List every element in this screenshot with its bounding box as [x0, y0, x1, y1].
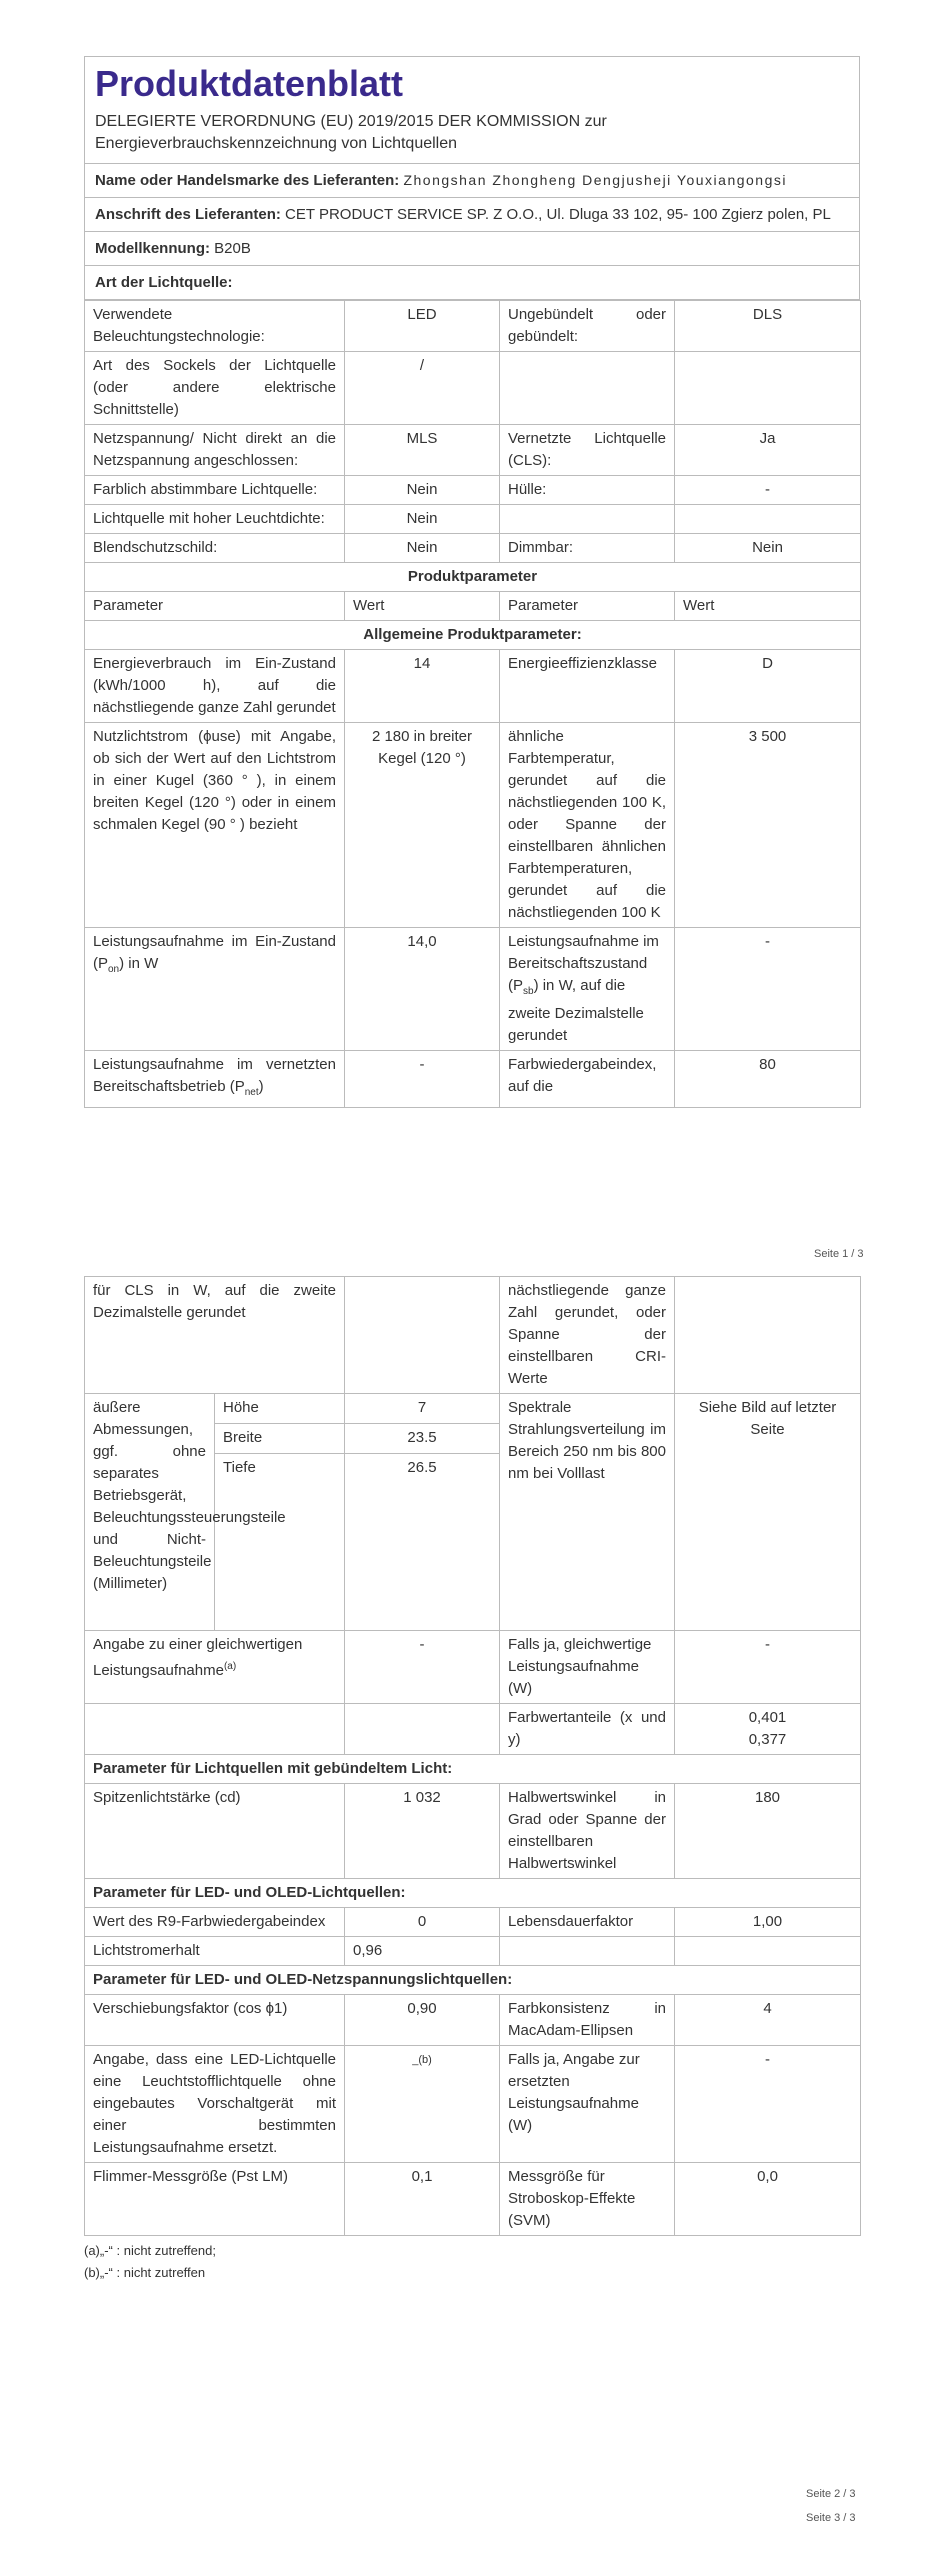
consistency-value: 4 [675, 1995, 861, 2046]
light-type-row [85, 301, 861, 352]
r9-value: 0 [345, 1908, 500, 1937]
datasheet-page2 [84, 1276, 860, 2284]
supplier-name-label: Name oder Handelsmarke des Lieferanten: [95, 172, 400, 189]
dim-name-0: Höhe [215, 1394, 345, 1424]
cri-cont-empty [675, 1277, 861, 1394]
light-type-value-2: - [675, 476, 861, 505]
params-header-row [85, 592, 861, 621]
equivalent-ifyes-value: - [675, 1631, 861, 1704]
pon-sub: on [108, 964, 120, 975]
light-type-label: Netzspannung/ Nicht direkt an die Netzspannung angeschlossen: [85, 425, 345, 476]
cct-label: ähnliche Farbtemperatur, gerundet auf die nächstliegenden 100 K, oder Spanne der einstellbaren ähnlichen Farbtemperaturen, gerundet auf die nächstliegenden 100 K [500, 723, 675, 928]
supplier-name-row [85, 163, 859, 197]
equivalent-label [85, 1631, 345, 1704]
directional-section-row [85, 1755, 861, 1784]
chroma-label: Farbwertanteile (x und y) [500, 1704, 675, 1755]
flux-row [85, 723, 861, 928]
spectral-label: Spektrale Strahlungsverteilung im Bereich 250 nm bis 800 nm bei Volllast [500, 1394, 675, 1631]
replace-row [85, 2046, 861, 2163]
peak-label: Spitzenlichtstärke (cd) [85, 1784, 345, 1879]
light-type-label: Farblich abstimmbare Lichtquelle: [85, 476, 345, 505]
dim-name-1: Breite [215, 1424, 345, 1454]
page-number-2: Seite 2 / 3 [806, 2488, 856, 2500]
cri-label: Farbwiedergabeindex, auf die [500, 1051, 675, 1108]
replace-ifyes-label: Falls ja, Angabe zur ersetzten Leistungsaufnahme (W) [500, 2046, 675, 2163]
cri-label-cont: nächstliegende ganze Zahl gerundet, oder Spanne der einstellbaren CRI-Werte [500, 1277, 675, 1394]
light-type-heading [85, 265, 859, 299]
led-title: Parameter für LED- und OLED-Lichtquellen: [85, 1879, 861, 1908]
col-value-1: Wert [345, 592, 500, 621]
light-type-label: Lichtquelle mit hoher Leuchtdichte: [85, 505, 345, 534]
light-type-label-2 [500, 505, 675, 534]
light-type-value: Nein [345, 505, 500, 534]
equivalent-sup: (a) [223, 1661, 237, 1672]
spectral-value: Siehe Bild auf letzter Seite [675, 1394, 861, 1631]
lumen-label: Lichtstromerhalt [85, 1937, 345, 1966]
supplier-address-value: CET PRODUCT SERVICE SP. Z O.O., Ul. Dluga 33 102, 95- 100 Zgierz polen, PL [285, 206, 831, 223]
peak-value: 1 032 [345, 1784, 500, 1879]
light-type-value: / [345, 352, 500, 425]
beam-label: Halbwertswinkel in Grad oder Spanne der einstellbaren Halbwertswinkel [500, 1784, 675, 1879]
light-type-row [85, 425, 861, 476]
mains-title: Parameter für LED- und OLED-Netzspannungslichtquellen: [85, 1966, 861, 1995]
page1-table [84, 300, 861, 1108]
light-type-value: MLS [345, 425, 500, 476]
dim-row-1 [85, 1394, 861, 1424]
supplier-name-value: Zhongshan Zhongheng Dengjusheji Youxiangongsi [403, 172, 787, 188]
r9-label: Wert des R9-Farbwiedergabeindex [85, 1908, 345, 1937]
power-on-row [85, 928, 861, 1051]
light-type-label-2: Hülle: [500, 476, 675, 505]
light-type-value: Nein [345, 476, 500, 505]
chroma-row [85, 1704, 861, 1755]
pnet-label-cont: für CLS in W, auf die zweite Dezimalstelle gerundet [85, 1277, 345, 1394]
supplier-address-label: Anschrift des Lieferanten: [95, 206, 281, 223]
efficiency-value: D [675, 650, 861, 723]
lumen-value: 0,96 [345, 1937, 500, 1966]
light-type-label-2: Vernetzte Lichtquelle (CLS): [500, 425, 675, 476]
datasheet [84, 56, 860, 1108]
efficiency-label: Energieeffizienzklasse [500, 650, 675, 723]
consistency-label: Farbkonsistenz in MacAdam-Ellipsen [500, 1995, 675, 2046]
equivalent-label-text: Angabe zu einer gleichwertigen Leistungsaufnahme [93, 1636, 303, 1679]
dim-value-0: 7 [345, 1394, 500, 1424]
pnet-row [85, 1051, 861, 1108]
directional-title: Parameter für Lichtquellen mit gebündeltem Licht: [85, 1755, 861, 1784]
light-type-label: Verwendete Beleuchtungstechnologie: [85, 301, 345, 352]
pon-value: 14,0 [345, 928, 500, 1051]
equivalent-ifyes-label: Falls ja, gleichwertige Leistungsaufnahme (W) [500, 1631, 675, 1704]
cri-value: 80 [675, 1051, 861, 1108]
pnet-cont-row [85, 1277, 861, 1394]
dim-value-2: 26.5 [345, 1454, 500, 1631]
shift-value: 0,90 [345, 1995, 500, 2046]
dim-value-1: 23.5 [345, 1424, 500, 1454]
replace-label: Angabe, dass eine LED-Lichtquelle eine Leuchtstofflichtquelle ohne eingebautes Vorschaltgerät mit einer bestimmten Leistungsaufnahme ersetzt. [85, 2046, 345, 2163]
flux-label: Nutzlichtstrom (ϕuse) mit Angabe, ob sich der Wert auf den Lichtstrom in einer Kugel (360 ° ), in einem breiten Kegel (120 °) oder in einem schmalen Kegel (90 ° ) bezieht [85, 723, 345, 928]
lumen-empty-2 [675, 1937, 861, 1966]
pnet-label [85, 1051, 345, 1108]
light-type-value-2 [675, 352, 861, 425]
shift-row [85, 1995, 861, 2046]
model-value: B20B [214, 240, 251, 257]
cct-value: 3 500 [675, 723, 861, 928]
psb-label-text: Leistungsaufnahme im Bereitschaftszustand (P [508, 933, 659, 994]
equivalent-value: - [345, 1631, 500, 1704]
header-block [84, 56, 860, 300]
light-type-label-2: Dimmbar: [500, 534, 675, 563]
r9-row [85, 1908, 861, 1937]
page-number-3: Seite 3 / 3 [806, 2512, 856, 2524]
pnet-value: - [345, 1051, 500, 1108]
light-type-value: LED [345, 301, 500, 352]
col-param-2: Parameter [500, 592, 675, 621]
energy-row [85, 650, 861, 723]
light-type-value: Nein [345, 534, 500, 563]
chroma-values [675, 1704, 861, 1755]
params-table [85, 563, 861, 1108]
flux-value: 2 180 in breiter Kegel (120 °) [345, 723, 500, 928]
footnote-b: (b)„-“ : nicht zutreffen [84, 2265, 206, 2280]
page-number-1: Seite 1 / 3 [814, 1248, 864, 1260]
chroma-y: 0,377 [748, 1731, 787, 1748]
energy-label: Energieverbrauch im Ein-Zustand (kWh/1000 h), auf die nächstliegende ganze Zahl gerundet [85, 650, 345, 723]
footnote-a: (a)„-“ : nicht zutreffend; [84, 2243, 216, 2258]
psb-sub: sb [523, 986, 534, 997]
lumen-row [85, 1937, 861, 1966]
stroboscopic-label: Messgröße für Stroboskop-Effekte (SVM) [500, 2163, 675, 2236]
light-type-value-2: Nein [675, 534, 861, 563]
col-value-2: Wert [675, 592, 861, 621]
general-section-row [85, 621, 861, 650]
light-type-row [85, 352, 861, 425]
chroma-x: 0,401 [748, 1709, 787, 1726]
pon-label [85, 928, 345, 1051]
stroboscopic-value: 0,0 [675, 2163, 861, 2236]
light-type-row [85, 505, 861, 534]
energy-value: 14 [345, 650, 500, 723]
light-type-table [85, 301, 861, 563]
peak-row [85, 1784, 861, 1879]
replace-value: _(b) [345, 2046, 500, 2163]
params-section-row [85, 563, 861, 592]
params-section-title: Produktparameter [85, 563, 861, 592]
psb-label [500, 928, 675, 1051]
pnet-sub: net [244, 1087, 259, 1098]
life-label: Lebensdauerfaktor [500, 1908, 675, 1937]
replace-ifyes-value: - [675, 2046, 861, 2163]
pnet-label-end: ) [258, 1078, 264, 1095]
light-type-label: Art des Sockels der Lichtquelle (oder andere elektrische Schnittstelle) [85, 352, 345, 425]
lumen-empty-1 [500, 1937, 675, 1966]
chroma-empty-1 [85, 1704, 345, 1755]
supplier-address-row [85, 197, 859, 231]
light-type-label-2: Ungebündelt oder gebündelt: [500, 301, 675, 352]
flicker-row [85, 2163, 861, 2236]
light-type-value-2: Ja [675, 425, 861, 476]
light-type-label-2 [500, 352, 675, 425]
psb-value: - [675, 928, 861, 1051]
pon-label-text: Leistungsaufnahme im Ein-Zustand (P [93, 933, 336, 972]
pnet-label-text: Leistungsaufnahme im vernetzten Bereitschaftsbetrieb (P [93, 1056, 336, 1095]
dimensions-label: äußere Abmessungen, ggf. ohne separates Betriebsgerät, Beleuchtungssteuerungsteile und Nicht-Beleuchtungsteile (Millimeter) [85, 1394, 215, 1631]
chroma-empty-2 [345, 1704, 500, 1755]
model-row [85, 231, 859, 265]
model-label: Modellkennung: [95, 240, 210, 257]
flicker-label: Flimmer-Messgröße (Pst LM) [85, 2163, 345, 2236]
life-value: 1,00 [675, 1908, 861, 1937]
flicker-value: 0,1 [345, 2163, 500, 2236]
equivalent-row [85, 1631, 861, 1704]
light-type-value-2: DLS [675, 301, 861, 352]
psb-label-unit: ) in W, auf die zweite Dezimalstelle gerundet [508, 977, 644, 1044]
shift-label: Verschiebungsfaktor (cos ϕ1) [85, 1995, 345, 2046]
mains-section-row [85, 1966, 861, 1995]
pon-label-unit: ) in W [119, 955, 159, 972]
beam-value: 180 [675, 1784, 861, 1879]
pnet-cont-empty [345, 1277, 500, 1394]
light-type-label: Art der Lichtquelle: [95, 274, 233, 291]
light-type-value-2 [675, 505, 861, 534]
page-title: Produktdatenblatt [95, 63, 404, 104]
light-type-label: Blendschutzschild: [85, 534, 345, 563]
light-type-row [85, 476, 861, 505]
led-section-row [85, 1879, 861, 1908]
page2-table [84, 1276, 861, 2236]
col-param-1: Parameter [85, 592, 345, 621]
regulation-subtitle: DELEGIERTE VERORDNUNG (EU) 2019/2015 DER KOMMISSION zur Energieverbrauchskennzeichnung von Lichtquellen [95, 113, 607, 152]
dim-name-2: Tiefe [215, 1454, 345, 1631]
light-type-row [85, 534, 861, 563]
general-section-title: Allgemeine Produktparameter: [85, 621, 861, 650]
